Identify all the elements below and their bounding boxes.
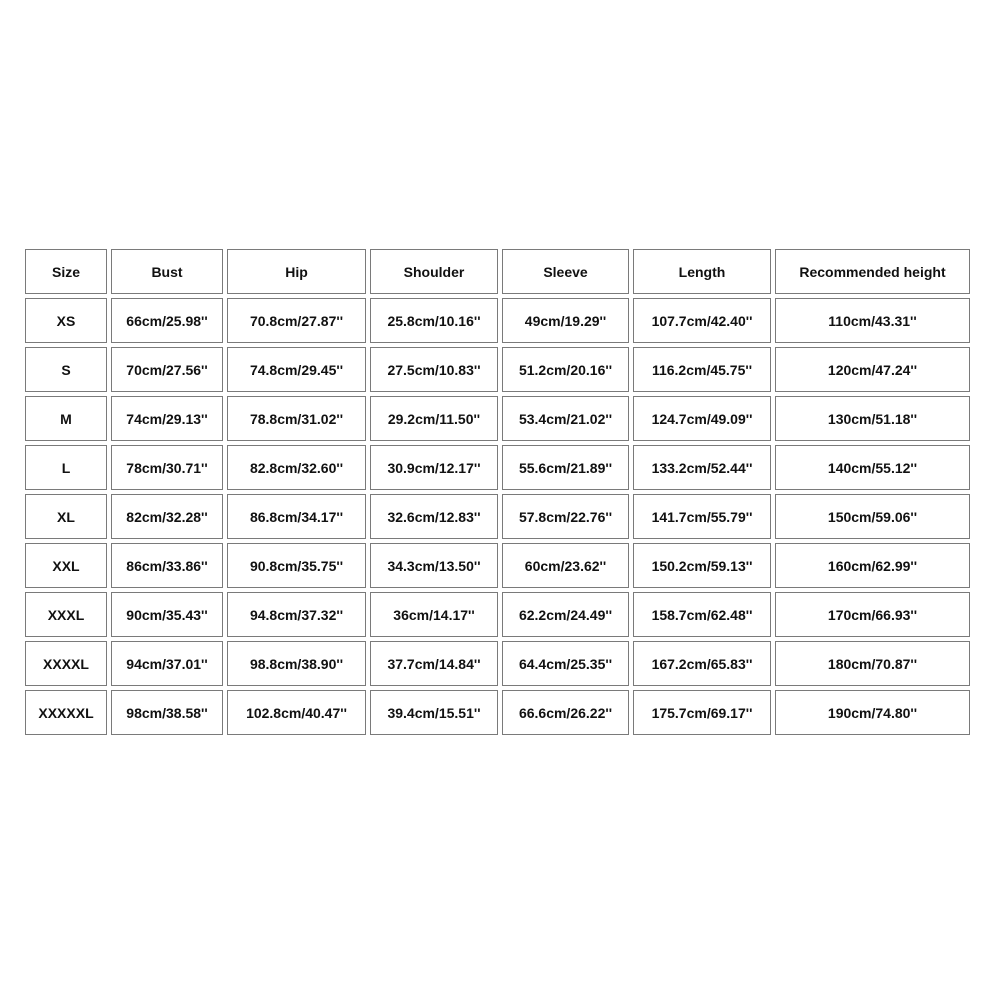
table-row	[25, 347, 970, 392]
cell-bust: 74cm/29.13''	[111, 396, 223, 441]
table-row	[25, 690, 970, 735]
table-row	[25, 494, 970, 539]
cell-size: XXXXL	[25, 641, 107, 686]
table-row	[25, 543, 970, 588]
header-cell-size: Size	[25, 249, 107, 294]
cell-recommended-height: 170cm/66.93''	[775, 592, 970, 637]
header-cell-sleeve: Sleeve	[502, 249, 629, 294]
cell-shoulder: 36cm/14.17''	[370, 592, 498, 637]
cell-size: XS	[25, 298, 107, 343]
cell-length: 133.2cm/52.44''	[633, 445, 771, 490]
cell-length: 167.2cm/65.83''	[633, 641, 771, 686]
cell-recommended-height: 190cm/74.80''	[775, 690, 970, 735]
cell-recommended-height: 140cm/55.12''	[775, 445, 970, 490]
cell-recommended-height: 110cm/43.31''	[775, 298, 970, 343]
header-cell-shoulder: Shoulder	[370, 249, 498, 294]
cell-bust: 82cm/32.28''	[111, 494, 223, 539]
cell-sleeve: 51.2cm/20.16''	[502, 347, 629, 392]
cell-bust: 70cm/27.56''	[111, 347, 223, 392]
cell-hip: 90.8cm/35.75''	[227, 543, 366, 588]
cell-length: 158.7cm/62.48''	[633, 592, 771, 637]
cell-shoulder: 27.5cm/10.83''	[370, 347, 498, 392]
cell-sleeve: 64.4cm/25.35''	[502, 641, 629, 686]
cell-hip: 86.8cm/34.17''	[227, 494, 366, 539]
cell-hip: 102.8cm/40.47''	[227, 690, 366, 735]
table-row	[25, 396, 970, 441]
cell-size: L	[25, 445, 107, 490]
cell-hip: 94.8cm/37.32''	[227, 592, 366, 637]
cell-bust: 94cm/37.01''	[111, 641, 223, 686]
cell-hip: 70.8cm/27.87''	[227, 298, 366, 343]
size-chart-table	[21, 245, 974, 739]
cell-size: XXXXXL	[25, 690, 107, 735]
cell-bust: 66cm/25.98''	[111, 298, 223, 343]
header-cell-length: Length	[633, 249, 771, 294]
cell-shoulder: 29.2cm/11.50''	[370, 396, 498, 441]
cell-sleeve: 57.8cm/22.76''	[502, 494, 629, 539]
cell-size: XXL	[25, 543, 107, 588]
cell-length: 107.7cm/42.40''	[633, 298, 771, 343]
cell-length: 116.2cm/45.75''	[633, 347, 771, 392]
cell-hip: 98.8cm/38.90''	[227, 641, 366, 686]
cell-size: XXXL	[25, 592, 107, 637]
cell-bust: 86cm/33.86''	[111, 543, 223, 588]
cell-size: XL	[25, 494, 107, 539]
cell-shoulder: 37.7cm/14.84''	[370, 641, 498, 686]
cell-sleeve: 60cm/23.62''	[502, 543, 629, 588]
cell-sleeve: 55.6cm/21.89''	[502, 445, 629, 490]
cell-sleeve: 66.6cm/26.22''	[502, 690, 629, 735]
cell-sleeve: 49cm/19.29''	[502, 298, 629, 343]
cell-bust: 78cm/30.71''	[111, 445, 223, 490]
cell-bust: 90cm/35.43''	[111, 592, 223, 637]
header-cell-bust: Bust	[111, 249, 223, 294]
cell-shoulder: 30.9cm/12.17''	[370, 445, 498, 490]
cell-hip: 74.8cm/29.45''	[227, 347, 366, 392]
cell-recommended-height: 130cm/51.18''	[775, 396, 970, 441]
cell-bust: 98cm/38.58''	[111, 690, 223, 735]
header-cell-recommended-height: Recommended height	[775, 249, 970, 294]
table-row	[25, 445, 970, 490]
cell-recommended-height: 150cm/59.06''	[775, 494, 970, 539]
cell-shoulder: 34.3cm/13.50''	[370, 543, 498, 588]
cell-length: 175.7cm/69.17''	[633, 690, 771, 735]
cell-recommended-height: 180cm/70.87''	[775, 641, 970, 686]
cell-hip: 78.8cm/31.02''	[227, 396, 366, 441]
cell-sleeve: 62.2cm/24.49''	[502, 592, 629, 637]
cell-length: 150.2cm/59.13''	[633, 543, 771, 588]
cell-length: 141.7cm/55.79''	[633, 494, 771, 539]
cell-hip: 82.8cm/32.60''	[227, 445, 366, 490]
table-row	[25, 641, 970, 686]
cell-shoulder: 25.8cm/10.16''	[370, 298, 498, 343]
cell-recommended-height: 160cm/62.99''	[775, 543, 970, 588]
cell-size: S	[25, 347, 107, 392]
cell-sleeve: 53.4cm/21.02''	[502, 396, 629, 441]
header-cell-hip: Hip	[227, 249, 366, 294]
cell-shoulder: 39.4cm/15.51''	[370, 690, 498, 735]
cell-recommended-height: 120cm/47.24''	[775, 347, 970, 392]
table-row	[25, 298, 970, 343]
cell-size: M	[25, 396, 107, 441]
header-row	[25, 249, 970, 294]
table-row	[25, 592, 970, 637]
cell-shoulder: 32.6cm/12.83''	[370, 494, 498, 539]
cell-length: 124.7cm/49.09''	[633, 396, 771, 441]
